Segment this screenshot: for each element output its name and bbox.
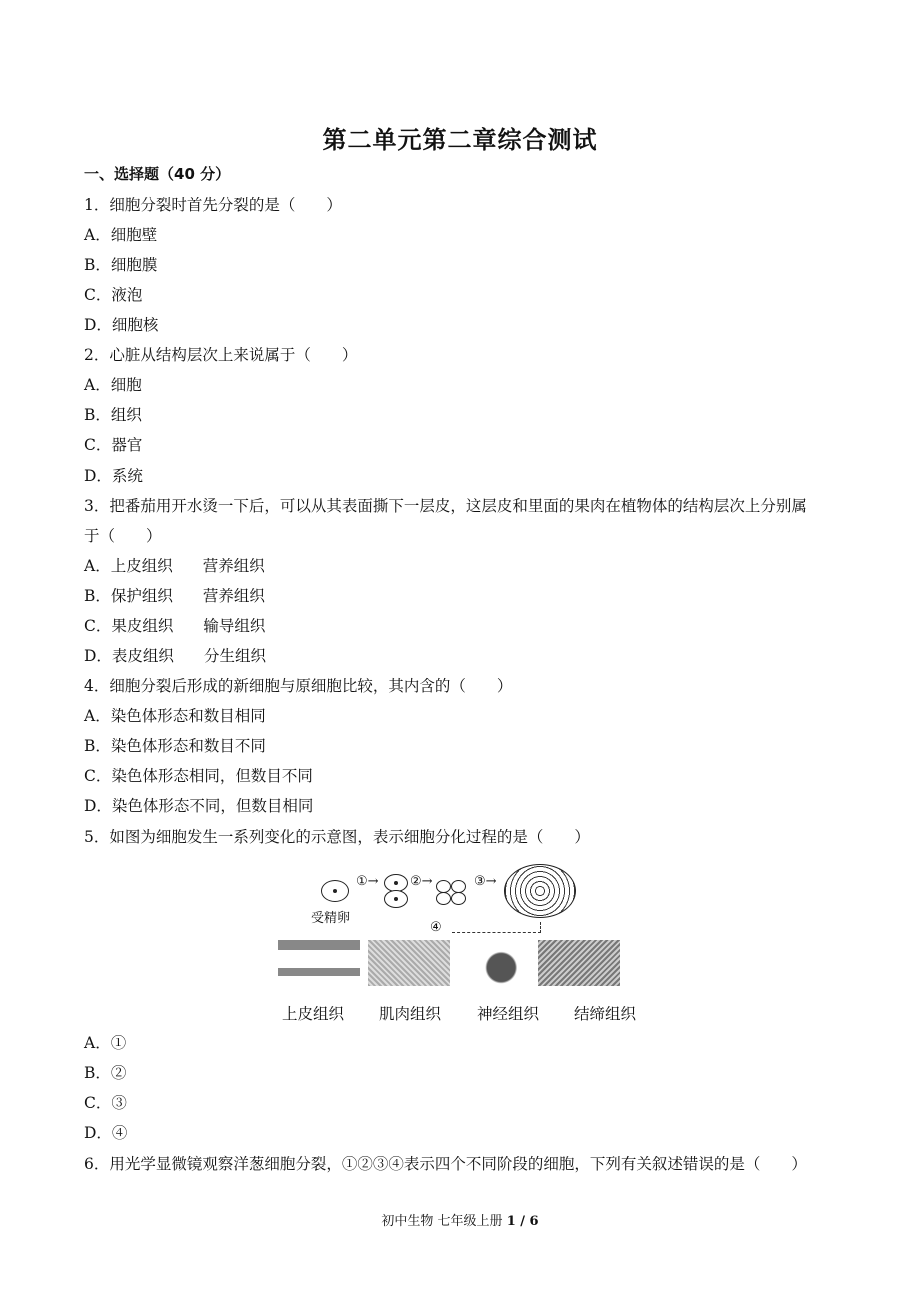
step-1-arrow: ①→ <box>356 874 379 889</box>
q3-option-c-second: 输导组织 <box>203 617 266 635</box>
q3-option-b <box>84 586 265 606</box>
cell-differentiation-figure <box>276 852 656 992</box>
q2-option-b: B．组织 <box>84 406 142 424</box>
q1-option-b: B．细胞膜 <box>84 256 158 274</box>
step-4-label: ④ <box>430 920 442 935</box>
connective-tissue-image <box>538 940 620 986</box>
caption-connective: 结缔组织 <box>574 1005 637 1023</box>
epithelial-tissue-image <box>278 940 360 986</box>
four-cell <box>451 892 466 905</box>
q3-option-d <box>84 646 266 666</box>
caption-nerve: 神经组织 <box>477 1005 540 1023</box>
q1-option-d: D．细胞核 <box>84 316 159 334</box>
question-2-stem: 2．心脏从结构层次上来说属于（ ） <box>84 346 358 364</box>
q1-option-c: C．液泡 <box>84 286 143 304</box>
question-6-stem: 6．用光学显微镜观察洋葱细胞分裂，①②③④表示四个不同阶段的细胞，下列有关叙述错误的是（ ） <box>84 1155 807 1173</box>
page-number: 1 / 6 <box>506 1214 539 1229</box>
q2-option-d: D．系统 <box>84 467 143 485</box>
fertilized-egg-cell <box>321 880 349 902</box>
q5-option-a: A．① <box>84 1034 127 1052</box>
q3-option-c <box>84 616 265 636</box>
q2-option-c: C．器官 <box>84 436 143 454</box>
question-1-stem: 1．细胞分裂时首先分裂的是（ ） <box>84 196 342 214</box>
q4-option-b: B．染色体形态和数目不同 <box>84 737 266 755</box>
q3-option-b-second: 营养组织 <box>202 587 265 605</box>
step-2-arrow: ②→ <box>410 874 433 889</box>
q4-option-a: A．染色体形态和数目相同 <box>84 707 266 725</box>
section-heading: 一、选择题（40 分） <box>84 165 231 183</box>
q5-option-d: D．④ <box>84 1124 128 1142</box>
q3-option-b-first: B．保护组织 <box>84 587 173 605</box>
q3-option-c-first: C．果皮组织 <box>84 617 174 635</box>
q3-option-a-first: A．上皮组织 <box>84 557 173 575</box>
caption-muscle: 肌肉组织 <box>379 1005 442 1023</box>
page-footer <box>0 1210 920 1229</box>
q3-option-a-second: 营养组织 <box>202 557 265 575</box>
question-4-stem: 4．细胞分裂后形成的新细胞与原细胞比较，其内含的（ ） <box>84 677 513 695</box>
q5-option-b: B．② <box>84 1064 127 1082</box>
question-3-stem-cont: 于（ ） <box>84 527 162 545</box>
question-3-stem: 3．把番茄用开水烫一下后，可以从其表面撕下一层皮，这层皮和里面的果肉在植物体的结构层次上分别属 <box>84 497 807 515</box>
caption-epithelial: 上皮组织 <box>282 1005 345 1023</box>
nerve-tissue-image <box>452 940 534 986</box>
cell-cluster <box>504 864 576 918</box>
two-cell-bottom <box>384 890 408 908</box>
muscle-tissue-image <box>368 940 450 986</box>
q3-option-a <box>84 556 265 576</box>
step-3-arrow: ③→ <box>474 874 497 889</box>
q3-option-d-second: 分生组织 <box>203 647 266 665</box>
four-cell <box>436 892 451 905</box>
step-4-dashed-arrow <box>452 922 541 933</box>
page-title: 第二单元第二章综合测试 <box>322 126 598 154</box>
fertilized-egg-label: 受精卵 <box>311 911 351 926</box>
q3-option-d-first: D．表皮组织 <box>84 647 174 665</box>
footer-subject: 初中生物 七年级上册 <box>381 1214 503 1229</box>
question-5-stem: 5．如图为细胞发生一系列变化的示意图，表示细胞分化过程的是（ ） <box>84 828 590 846</box>
q2-option-a: A．细胞 <box>84 376 142 394</box>
q4-option-d: D．染色体形态不同，但数目相同 <box>84 797 314 815</box>
q4-option-c: C．染色体形态相同，但数目不同 <box>84 767 313 785</box>
q1-option-a: A．细胞壁 <box>84 226 158 244</box>
q5-option-c: C．③ <box>84 1094 127 1112</box>
